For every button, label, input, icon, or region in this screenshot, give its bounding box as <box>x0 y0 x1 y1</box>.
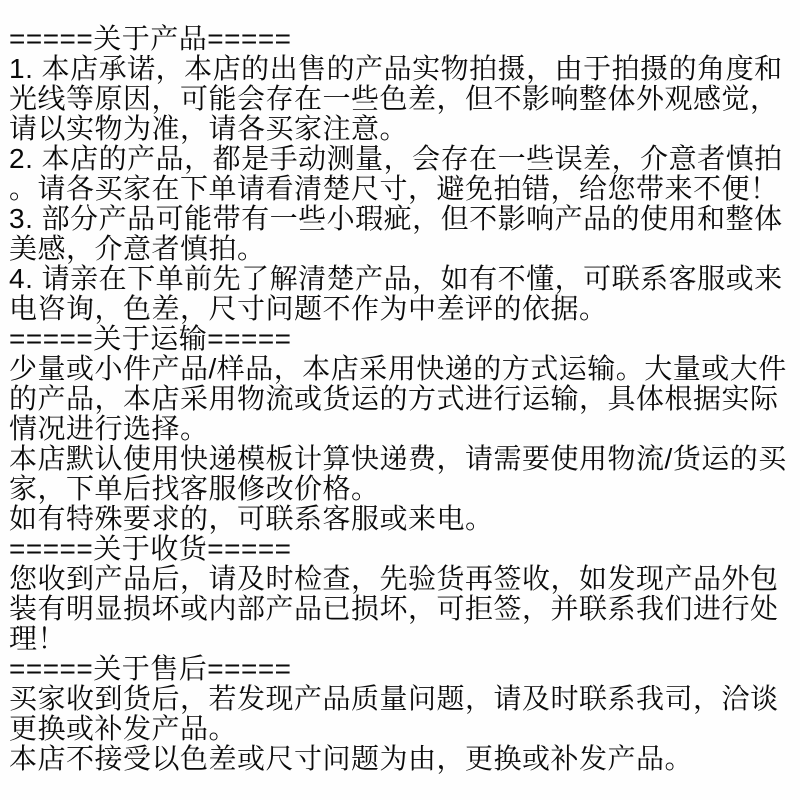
section-about-shipping <box>9 324 794 534</box>
notice-line: 4. 请亲在下单前先了解清楚产品，如有不懂，可联系客服或来 <box>9 264 783 294</box>
notice-line: 家，下单后找客服修改价格。 <box>9 474 380 504</box>
notice-line: 2. 本店的产品，都是手动测量，会存在一些误差，介意者慎拍 <box>9 144 783 174</box>
notice-line: 如有特殊要求的，可联系客服或来电。 <box>9 504 494 534</box>
notice-line: 少量或小件产品/样品，本店采用快递的方式运输。大量或大件 <box>9 354 787 384</box>
notice-line: 更换或补发产品。 <box>9 714 238 744</box>
notice-line: 理！ <box>9 624 67 654</box>
notice-line: 电咨询，色差，尺寸问题不作为中差评的依据。 <box>9 294 608 324</box>
notice-line: 3. 部分产品可能带有一些小瑕疵，但不影响产品的使用和整体 <box>9 204 783 234</box>
notice-line: 。请各买家在下单请看清楚尺寸，避免拍错，给您带来不便！ <box>9 174 779 204</box>
notice-line: 光线等原因，可能会存在一些色差，但不影响整体外观感觉， <box>9 84 779 114</box>
section-heading-about-product: =====关于产品===== <box>9 24 292 54</box>
notice-line: 装有明显损坏或内部产品已损坏，可拒签，并联系我们进行处 <box>9 594 779 624</box>
section-heading-about-after-sales: =====关于售后===== <box>9 654 292 684</box>
notice-line: 美感，介意者慎拍。 <box>9 234 266 264</box>
notice-line: 买家收到货后，若发现产品质量问题，请及时联系我司，洽谈 <box>9 684 779 714</box>
notice-line: 本店默认使用快递模板计算快递费，请需要使用物流/货运的买 <box>9 444 787 474</box>
notice-line: 您收到产品后，请及时检查，先验货再签收，如发现产品外包 <box>9 564 779 594</box>
notice-line: 的产品，本店采用物流或货运的方式进行运输，具体根据实际 <box>9 384 779 414</box>
section-heading-about-receiving: =====关于收货===== <box>9 534 292 564</box>
section-heading-about-shipping: =====关于运输===== <box>9 324 292 354</box>
notice-line: 1. 本店承诺，本店的出售的产品实物拍摄，由于拍摄的角度和 <box>9 54 783 84</box>
notice-line: 本店不接受以色差或尺寸问题为由，更换或补发产品。 <box>9 744 694 774</box>
notice-line: 请以实物为准，请各买家注意。 <box>9 114 409 144</box>
section-about-receiving <box>9 534 794 654</box>
notice-line: 情况进行选择。 <box>9 414 209 444</box>
section-about-product <box>9 24 794 324</box>
section-about-after-sales <box>9 654 794 774</box>
